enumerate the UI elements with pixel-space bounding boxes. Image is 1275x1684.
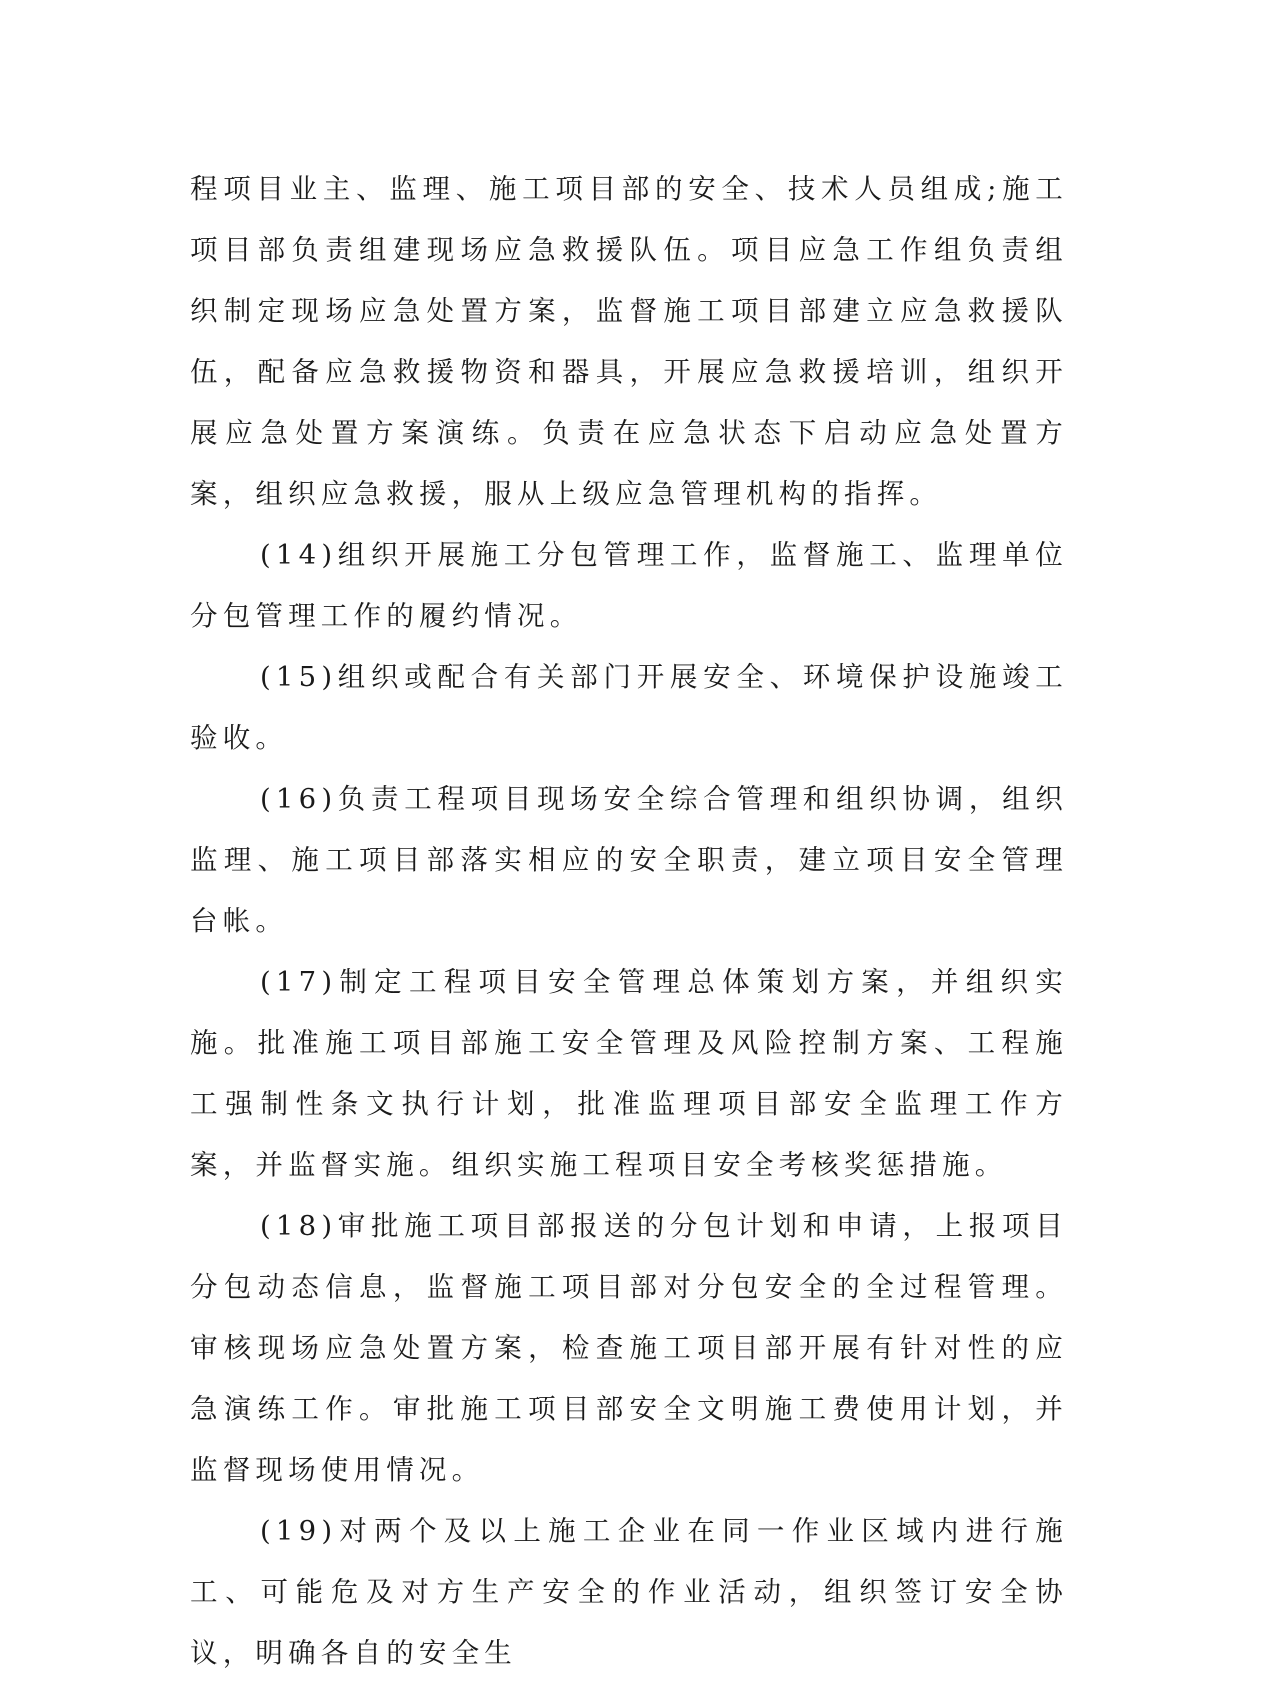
- paragraph-continuation: 程项目业主、监理、施工项目部的安全、技术人员组成;施工项目部负责组建现场应急救援队伍。项目应急工作组负责组织制定现场应急处置方案，监督施工项目部建立应急救援队伍，配备应急救援物资和器具，开展应急救援培训，组织开展应急处置方案演练。负责在应急状态下启动应急处置方案，组织应急救援，服从上级应急管理机构的指挥。: [190, 173, 1068, 510]
- paragraph-item-16: (16)负责工程项目现场安全综合管理和组织协调，组织监理、施工项目部落实相应的安全职责，建立项目安全管理台帐。: [190, 783, 1068, 937]
- paragraph-item-15: (15)组织或配合有关部门开展安全、环境保护设施竣工验收。: [190, 661, 1068, 754]
- document-body: [190, 159, 1068, 1684]
- paragraph-item-19: (19)对两个及以上施工企业在同一作业区域内进行施工、可能危及对方生产安全的作业活动，组织签订安全协议，明确各自的安全生: [190, 1515, 1068, 1669]
- paragraph-item-14: (14)组织开展施工分包管理工作，监督施工、监理单位分包管理工作的履约情况。: [190, 539, 1068, 632]
- paragraph-item-18: (18)审批施工项目部报送的分包计划和申请，上报项目分包动态信息，监督施工项目部对分包安全的全过程管理。审核现场应急处置方案，检查施工项目部开展有针对性的应急演练工作。审批施工项目部安全文明施工费使用计划，并监督现场使用情况。: [190, 1210, 1068, 1486]
- paragraph-item-17: (17)制定工程项目安全管理总体策划方案，并组织实施。批准施工项目部施工安全管理及风险控制方案、工程施工强制性条文执行计划，批准监理项目部安全监理工作方案，并监督实施。组织实施工程项目安全考核奖惩措施。: [190, 966, 1068, 1181]
